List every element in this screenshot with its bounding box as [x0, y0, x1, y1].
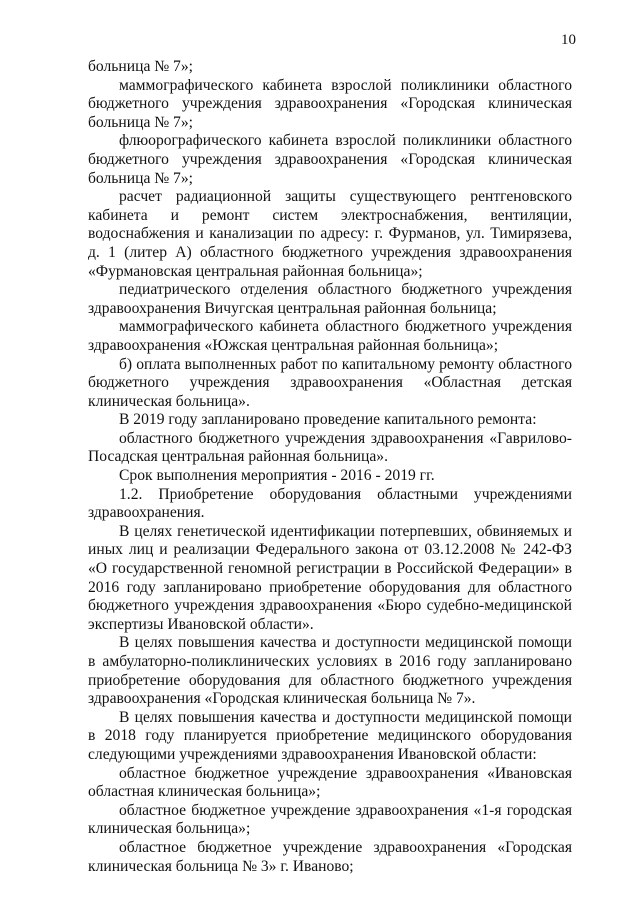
paragraph-2019-plan: В 2019 году запланировано проведение капитального ремонта:: [119, 411, 537, 429]
paragraph-city-hospital-3: областное бюджетное учреждение здравоохранения «Городская клиническая больница № 3» г. Иваново;: [88, 838, 572, 875]
paragraph-radiation-protection: расчет радиационной защиты существующего рентгеновского кабинета и ремонт систем электроснабжения, вентиляции, водоснабжения и канализации по адресу: г. Фурманов, ул. Тимирязева, д. 1 (литер А) областного бюджетного учреждения здравоохранения «Фурмановская центральная районная больница»;: [88, 188, 572, 280]
paragraph-ivanovo-regional-hospital: областное бюджетное учреждение здравоохранения «Ивановская областная клиническая больница»;: [88, 764, 572, 801]
paragraph-section-1-2: 1.2. Приобретение оборудования областными учреждениями здравоохранения.: [88, 485, 572, 522]
paragraph-2018-equipment: В целях повышения качества и доступности медицинской помощи в 2018 году планируется приобретение медицинского оборудования следующими учреждениями здравоохранения Ивановской области:: [88, 708, 572, 763]
paragraph-deadline: Срок выполнения мероприятия - 2016 - 2019 гг.: [119, 467, 435, 485]
paragraph-pediatric-department: педиатрического отделения областного бюджетного учреждения здравоохранения Вичугская центральная районная больница;: [88, 281, 572, 317]
paragraph-genetic-identification: В целях генетической идентификации потерпевших, обвиняемых и иных лиц и реализации Федерального закона от 03.12.2008 № 242-ФЗ «О государственной геномной регистрации в Российской Федерации» в 2016 году запланировано приобретение оборудования для областного бюджетного учреждения здравоохранения «Бюро судебно-медицинской экспертизы Ивановской области».: [88, 522, 572, 633]
paragraph-continuation: больница № 7»;: [88, 58, 193, 75]
paragraph-first-city-hospital: областное бюджетное учреждение здравоохранения «1-я городская клиническая больница»;: [88, 801, 572, 838]
page-number: 10: [561, 32, 576, 48]
document-body: [88, 58, 572, 876]
paragraph-gavrilov-posad: областного бюджетного учреждения здравоохранения «Гаврилово-Посадская центральная районная больница».: [88, 429, 572, 466]
paragraph-yuzha-mammography: маммографического кабинета областного бюджетного учреждения здравоохранения «Южская центральная районная больница»;: [88, 318, 572, 354]
paragraph-outpatient-quality: В целях повышения качества и доступности медицинской помощи в амбулаторно-поликлинических условиях в 2016 году запланировано приобретение оборудования для областного бюджетного учреждения здравоохранения «Городская клиническая больница № 7».: [88, 634, 572, 708]
paragraph-payment-repair: б) оплата выполненных работ по капитальному ремонту областного бюджетного учреждения здравоохранения «Областная детская клиническая больница».: [88, 355, 572, 410]
paragraph-mammography-cabinet: маммографического кабинета взрослой поликлиники областного бюджетного учреждения здравоохранения «Городская клиническая больница № 7»;: [88, 76, 572, 131]
paragraph-fluorography-cabinet: флюорографического кабинета взрослой поликлиники областного бюджетного учреждения здравоохранения «Городская клиническая больница № 7»;: [88, 132, 572, 187]
